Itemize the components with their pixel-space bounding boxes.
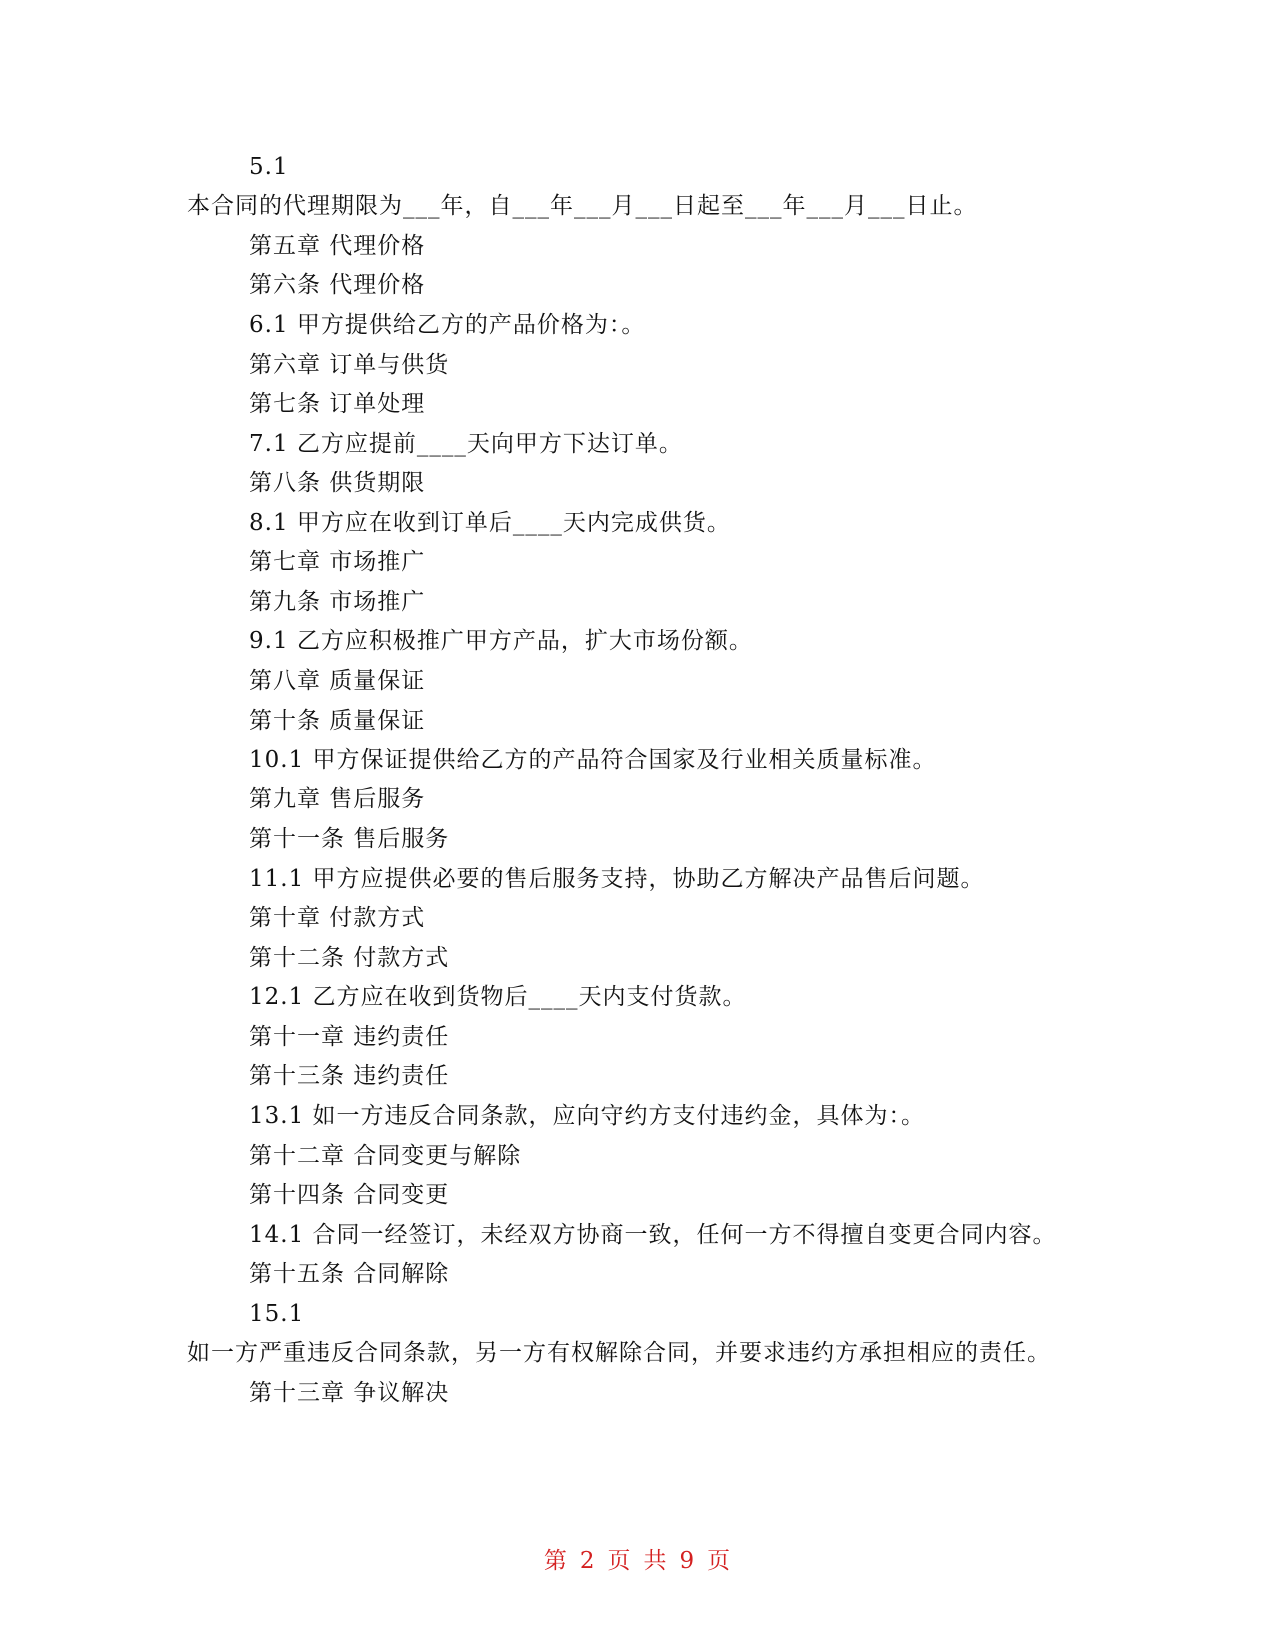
chapter-heading-10: 第十章 付款方式 xyxy=(249,905,426,931)
page-footer xyxy=(0,1546,1275,1576)
clause-12-1: 12.1 乙方应在收到货物后____天内支付货款。 xyxy=(249,984,747,1010)
article-heading-9: 第九条 市场推广 xyxy=(249,589,426,615)
footer-current-page: 2 xyxy=(579,1548,596,1574)
article-heading-13: 第十三条 违约责任 xyxy=(249,1063,450,1089)
footer-total-label: 共 xyxy=(643,1548,668,1574)
clause-6-1: 6.1 甲方提供给乙方的产品价格为：。 xyxy=(249,312,646,338)
article-heading-12: 第十二条 付款方式 xyxy=(249,945,450,971)
article-heading-14: 第十四条 合同变更 xyxy=(249,1182,450,1208)
clause-7-1: 7.1 乙方应提前____天向甲方下达订单。 xyxy=(249,431,683,457)
clause-13-1: 13.1 如一方违反合同条款，应向守约方支付违约金，具体为：。 xyxy=(249,1103,926,1129)
clause-11-1: 11.1 甲方应提供必要的售后服务支持，协助乙方解决产品售后问题。 xyxy=(249,866,985,892)
chapter-heading-8: 第八章 质量保证 xyxy=(249,668,426,694)
footer-total-pages: 9 xyxy=(679,1548,696,1574)
footer-unit-label-2: 页 xyxy=(707,1548,732,1574)
article-heading-15: 第十五条 合同解除 xyxy=(249,1261,450,1287)
article-heading-7: 第七条 订单处理 xyxy=(249,391,426,417)
clause-text-5-1: 本合同的代理期限为___年，自___年___月___日起至___年___月___日止。 xyxy=(187,193,978,219)
clause-14-1: 14.1 合同一经签订，未经双方协商一致，任何一方不得擅自变更合同内容。 xyxy=(249,1222,1057,1248)
article-heading-6: 第六条 代理价格 xyxy=(249,272,426,298)
footer-page-label: 第 xyxy=(543,1548,568,1574)
footer-unit-label: 页 xyxy=(607,1548,632,1574)
chapter-heading-11: 第十一章 违约责任 xyxy=(249,1024,450,1050)
chapter-heading-5: 第五章 代理价格 xyxy=(249,233,426,259)
chapter-heading-6: 第六章 订单与供货 xyxy=(249,352,450,378)
article-heading-10: 第十条 质量保证 xyxy=(249,708,426,734)
clause-number-15-1: 15.1 xyxy=(249,1301,305,1327)
clause-10-1: 10.1 甲方保证提供给乙方的产品符合国家及行业相关质量标准。 xyxy=(249,747,937,773)
article-heading-8: 第八条 供货期限 xyxy=(249,470,426,496)
clause-9-1: 9.1 乙方应积极推广甲方产品，扩大市场份额。 xyxy=(249,628,753,654)
article-heading-11: 第十一条 售后服务 xyxy=(249,826,450,852)
clause-number-5-1: 5.1 xyxy=(249,154,289,180)
chapter-heading-12: 第十二章 合同变更与解除 xyxy=(249,1143,522,1169)
clause-text-15-1: 如一方严重违反合同条款，另一方有权解除合同，并要求违约方承担相应的责任。 xyxy=(187,1340,1051,1366)
chapter-heading-13: 第十三章 争议解决 xyxy=(249,1380,450,1406)
clause-8-1: 8.1 甲方应在收到订单后____天内完成供货。 xyxy=(249,510,731,536)
chapter-heading-9: 第九章 售后服务 xyxy=(249,786,426,812)
chapter-heading-7: 第七章 市场推广 xyxy=(249,549,426,575)
